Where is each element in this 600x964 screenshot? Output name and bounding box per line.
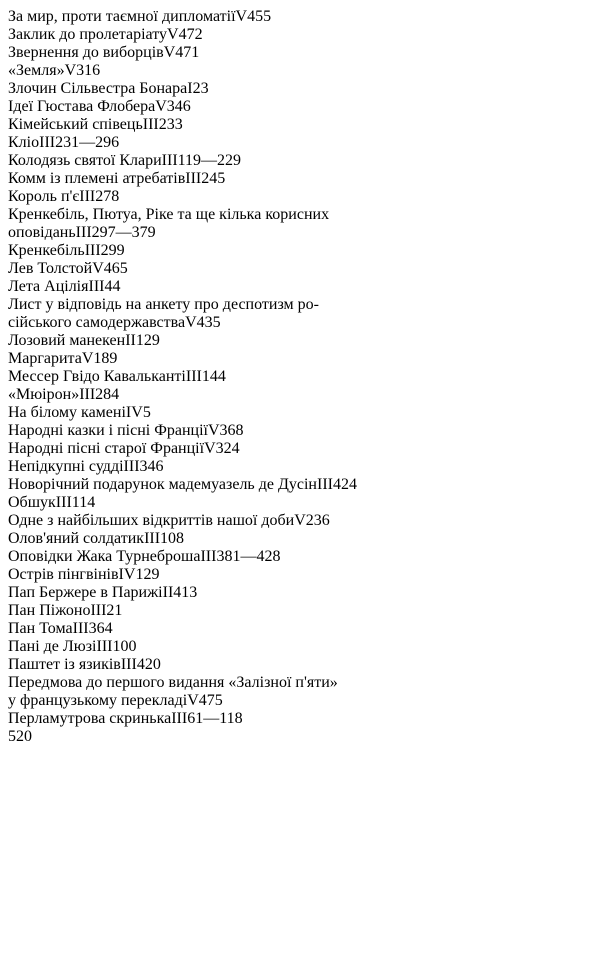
index-entry (8, 224, 592, 242)
entry-title: оповідань (8, 224, 76, 241)
entry-page: 231—296 (55, 134, 120, 151)
entry-page: 435 (196, 314, 221, 331)
entry-page: 233 (158, 116, 183, 133)
entry-volume: III (84, 242, 101, 259)
entry-volume: V (187, 692, 199, 709)
entry-volume: III (39, 134, 56, 151)
index-entry (8, 656, 592, 674)
entry-title: Пап Бержере в Парижі (8, 584, 163, 601)
index-entry (8, 440, 592, 458)
entry-volume: V (294, 512, 306, 529)
index-entry (8, 8, 592, 26)
entry-volume: V (185, 314, 197, 331)
index-entry (8, 530, 592, 548)
entry-volume: III (142, 116, 159, 133)
entry-title: Лист у відповідь на анкету про деспотизм ро- (8, 296, 319, 313)
entry-volume: III (88, 278, 105, 295)
entry-volume: III (200, 548, 217, 565)
entry-title: Маргарита (8, 350, 82, 367)
entry-title: Пан Тома (8, 620, 73, 637)
entry-title: у французькому перекладі (8, 692, 188, 709)
entry-page: 475 (198, 692, 223, 709)
entry-volume: V (81, 350, 94, 367)
entry-volume: V (64, 62, 77, 79)
entry-volume: III (144, 530, 161, 547)
entry-title: Мессер Гвідо Кавальканті (8, 368, 186, 385)
entry-page: 316 (76, 62, 101, 79)
entry-volume: III (55, 494, 72, 511)
entry-title: «Земля» (8, 62, 65, 79)
index-entry (8, 278, 592, 296)
index-list (8, 8, 592, 728)
entry-volume: V (155, 98, 167, 115)
entry-volume: V (207, 422, 220, 439)
index-entry (8, 332, 592, 350)
entry-page: 381—428 (216, 548, 281, 565)
index-entry (8, 422, 592, 440)
index-entry (8, 476, 592, 494)
entry-volume: V (235, 8, 248, 25)
entry-title: Непідкупні судді (8, 458, 124, 475)
entry-page: 129 (135, 566, 160, 583)
entry-volume: III (75, 224, 92, 241)
entry-title: Острів пінгвінів (8, 566, 119, 583)
entry-title: Пані де Люзі (8, 638, 97, 655)
entry-volume: IV (125, 404, 143, 421)
entry-title: Перламутрова скринька (8, 710, 172, 727)
index-entry (8, 494, 592, 512)
entry-title: За мир, проти таємної дипломатії (8, 8, 236, 25)
index-entry (8, 620, 592, 638)
index-entry (8, 368, 592, 386)
entry-volume: V (163, 44, 176, 61)
entry-page: 346 (139, 458, 164, 475)
entry-page: 299 (100, 242, 125, 259)
index-entry (8, 80, 592, 98)
entry-title: Оповідки Жака Турнеброша (8, 548, 201, 565)
entry-page: 346 (166, 98, 191, 115)
entry-title: Лев Толстой (8, 260, 93, 277)
entry-page: 108 (160, 530, 185, 547)
entry-page: 21 (106, 602, 123, 619)
entry-page: 455 (247, 8, 272, 25)
index-entry (8, 134, 592, 152)
entry-page: 413 (173, 584, 198, 601)
index-entry (8, 566, 592, 584)
index-entry (8, 512, 592, 530)
entry-volume: II (162, 584, 174, 601)
entry-title: Паштет із язиків (8, 656, 121, 673)
entry-title: Ідеї Гюстава Флобера (8, 98, 156, 115)
entry-title: Обшук (8, 494, 56, 511)
entry-volume: III (185, 368, 202, 385)
entry-title: Новорічний подарунок мадемуазель де Дусін (8, 476, 317, 493)
entry-page: 144 (201, 368, 226, 385)
entry-title: Кренкебіль (8, 242, 85, 259)
entry-title: Кліо (8, 134, 40, 151)
index-entry (8, 26, 592, 44)
index-entry (8, 188, 592, 206)
entry-volume: III (72, 620, 89, 637)
index-entry (8, 674, 592, 692)
entry-volume: III (79, 386, 96, 403)
entry-volume: III (185, 170, 202, 187)
entry-title: Лозовий манекен (8, 332, 126, 349)
entry-volume: V (167, 26, 179, 43)
entry-title: Передмова до першого видання «Залізної п'яти» (8, 674, 338, 691)
entry-page: 368 (219, 422, 244, 439)
index-entry (8, 350, 592, 368)
entry-volume: V (204, 440, 216, 457)
index-entry (8, 692, 592, 710)
entry-page: 114 (71, 494, 96, 511)
entry-title: Кренкебіль, Пютуа, Ріке та ще кілька корисних (8, 206, 330, 223)
entry-title: Король п'є (8, 188, 80, 205)
entry-page: 23 (192, 80, 209, 97)
entry-volume: III (123, 458, 140, 475)
entry-title: Заклик до пролетаріату (8, 26, 167, 43)
entry-page: 44 (104, 278, 121, 295)
entry-volume: V (92, 260, 104, 277)
index-entry (8, 242, 592, 260)
entry-volume: I (187, 80, 193, 97)
entry-title: Олов'яний солдатик (8, 530, 145, 547)
entry-page: 420 (136, 656, 161, 673)
entry-page: 61—118 (187, 710, 243, 727)
entry-title: Народні пісні старої Франції (8, 440, 205, 457)
entry-page: 364 (88, 620, 113, 637)
index-entry (8, 638, 592, 656)
entry-volume: III (161, 152, 178, 169)
entry-title: Звернення до виборців (8, 44, 164, 61)
entry-page: 278 (95, 188, 120, 205)
entry-page: 119—229 (177, 152, 242, 169)
entry-title: Злочин Сільвестра Бонара (8, 80, 188, 97)
index-entry (8, 548, 592, 566)
entry-page: 129 (135, 332, 160, 349)
entry-volume: III (317, 476, 333, 493)
index-entry (8, 152, 592, 170)
entry-page: 5 (142, 404, 151, 421)
entry-page: 284 (95, 386, 120, 403)
entry-page: 424 (332, 476, 357, 493)
index-entry (8, 260, 592, 278)
entry-page: 297—379 (91, 224, 156, 241)
index-entry (8, 116, 592, 134)
entry-volume: IV (118, 566, 136, 583)
entry-page: 189 (93, 350, 118, 367)
index-entry (8, 314, 592, 332)
entry-volume: III (120, 656, 137, 673)
entry-page: 245 (201, 170, 226, 187)
index-entry (8, 62, 592, 80)
index-entry (8, 296, 592, 314)
entry-page: 471 (175, 44, 200, 61)
index-entry (8, 458, 592, 476)
entry-title: Пан Піжоно (8, 602, 91, 619)
entry-volume: II (125, 332, 136, 349)
entry-title: сійського самодержавства (8, 314, 186, 331)
index-entry (8, 710, 592, 728)
index-entry (8, 404, 592, 422)
index-entry (8, 386, 592, 404)
entry-title: Одне з найбільших відкриттів нашої доби (8, 512, 295, 529)
index-entry (8, 170, 592, 188)
entry-title: На білому камені (8, 404, 126, 421)
index-entry (8, 584, 592, 602)
entry-title: Комм із племені атребатів (8, 170, 186, 187)
entry-page: 324 (215, 440, 240, 457)
entry-title: Народні казки і пісні Франції (8, 422, 208, 439)
index-entry (8, 44, 592, 62)
entry-volume: III (90, 602, 107, 619)
entry-title: Кімейський співець (8, 116, 143, 133)
entry-title: Колодязь святої Клари (8, 152, 162, 169)
entry-page: 472 (178, 26, 203, 43)
page-number: 520 (8, 728, 32, 745)
entry-volume: III (171, 710, 188, 727)
entry-volume: III (96, 638, 113, 655)
index-entry (8, 206, 592, 224)
entry-title: Лета Ацілія (8, 278, 89, 295)
entry-volume: III (79, 188, 96, 205)
entry-page: 100 (112, 638, 137, 655)
entry-title: «Мюірон» (8, 386, 80, 403)
book-page (8, 8, 592, 746)
entry-page: 236 (305, 512, 330, 529)
index-entry (8, 98, 592, 116)
entry-page: 465 (103, 260, 128, 277)
index-entry (8, 602, 592, 620)
